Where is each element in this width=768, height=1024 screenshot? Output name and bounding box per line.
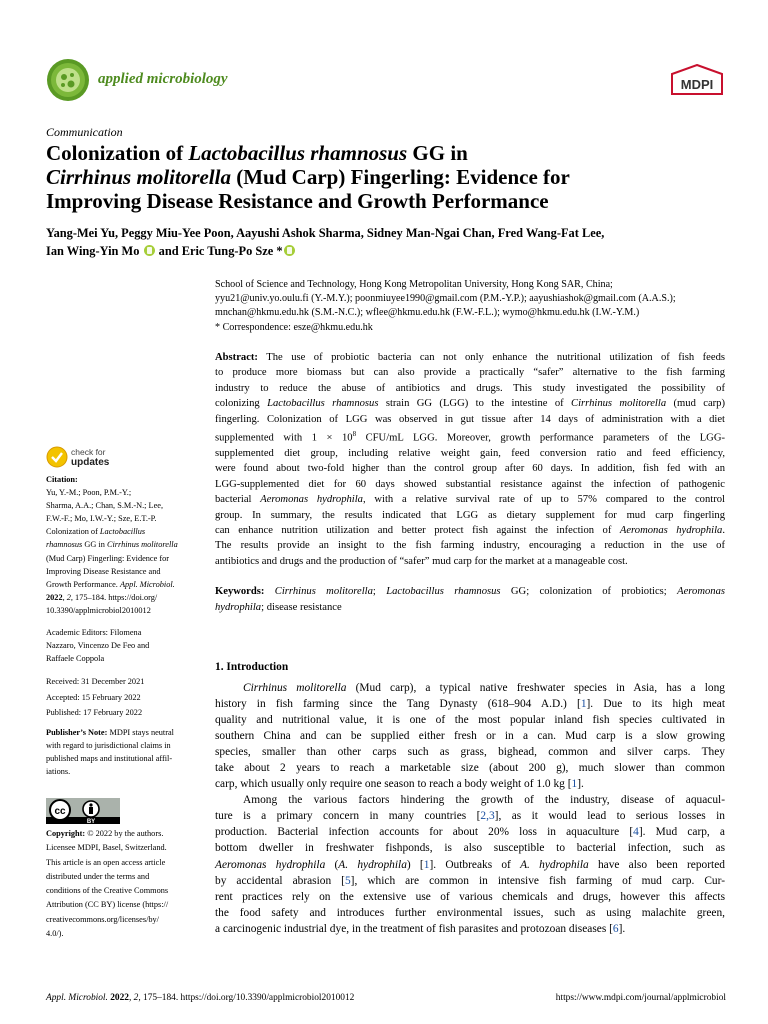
abstract-line: The results provide an insight to the fish farming industry, encouraging a reduction in the use of bbox=[215, 540, 725, 552]
abstract-line: group. In summary, the results indicated that LGG as dietary supplement for mud carp fingerling bbox=[215, 509, 725, 521]
abstract-line: LGG-supplemented diet for 60 days showed substantial resistance against the infection of pathogenic bbox=[215, 478, 725, 490]
citation-link[interactable]: 1 bbox=[571, 778, 578, 791]
mdpi-logo-text: MDPI bbox=[680, 77, 714, 92]
abstract-line: Abstract: The use of probiotic bacteria can not only enhance the nutritional utilization of fish feeds bbox=[215, 352, 725, 363]
citation-line: F.W.-F.; Mo, I.W.-Y.; Sze, E.T.-P. bbox=[46, 514, 157, 524]
citation-line: Improving Disease Resistance and bbox=[46, 566, 161, 576]
citation-link[interactable]: 1 bbox=[423, 858, 430, 871]
publisher-note-line: with regard to jurisdictional claims in bbox=[46, 741, 171, 751]
affiliation bbox=[215, 278, 725, 335]
journal-header bbox=[46, 58, 726, 104]
footer-citation: Appl. Microbiol. 2022, 2, 175–184. https://doi.org/10.3390/applmicrobiol2010012 bbox=[46, 993, 355, 1003]
check-for-updates-button[interactable] bbox=[46, 446, 156, 470]
title-line-3: Improving Disease Resistance and Growth Performance bbox=[46, 189, 549, 213]
page-title bbox=[46, 141, 726, 213]
publisher-note bbox=[46, 726, 198, 778]
citation-link[interactable]: 2,3 bbox=[480, 810, 495, 823]
cc-by-label: BY bbox=[86, 819, 96, 824]
copyright-line: Copyright: © 2022 by the authors. bbox=[46, 829, 164, 838]
body-line: species, smaller than other carps such as grass, bighead, common and silver carps. They bbox=[215, 746, 725, 759]
abstract-line: bacterial Aeromonas hydrophila, with a relative survival rate of up to 57% compared to the control bbox=[215, 494, 725, 506]
check-updates-icon bbox=[46, 446, 68, 468]
abstract-line: antibiotics and drugs and the production of “safer” mud carp for the market at a manageable cost. bbox=[215, 555, 628, 567]
citation-link[interactable]: 1 bbox=[580, 698, 587, 711]
abstract-line: supplemented with $1 \times 10^8$ CFU/mL LGG. Moreover, growth performance parameters of the LGG- bbox=[215, 430, 725, 444]
abstract-line: supplemented diet group, including relative weight gain, feed conversion ratio and feed efficiency, bbox=[215, 447, 725, 459]
correspondence: * Correspondence: esze@hkmu.edu.hk bbox=[215, 321, 373, 333]
affiliation-emails: mnchan@hkmu.edu.hk (S.M.-N.C.); wflee@hkmu.edu.hk (F.W.-F.L.); wymo@hkmu.edu.hk (I.W.-Y.M.) bbox=[215, 307, 640, 319]
article-dates bbox=[46, 674, 198, 721]
citation-line: (Mud Carp) Fingerling: Evidence for bbox=[46, 553, 170, 563]
author-list bbox=[46, 224, 726, 260]
check-updates-label: check for bbox=[71, 447, 106, 457]
title-line-1: Colonization of Lactobacillus rhamnosus GG in bbox=[46, 141, 468, 165]
abstract-line: can enhance nutrition utilization and better protect fish against the infection of Aeromonas hydrophila. bbox=[215, 525, 725, 536]
title-line-2: Cirrhinus molitorella (Mud Carp) Fingerling: Evidence for bbox=[46, 165, 570, 189]
footer-journal-link[interactable]: https://www.mdpi.com/journal/applmicrobiol bbox=[555, 993, 726, 1003]
copyright-line: conditions of the Creative Commons bbox=[46, 886, 169, 896]
mdpi-logo[interactable] bbox=[670, 64, 724, 98]
citation-link[interactable]: 6 bbox=[612, 922, 619, 935]
citation-line: Sharma, A.A.; Chan, S.M.-N.; Lee, bbox=[46, 501, 164, 511]
affiliation-line: School of Science and Technology, Hong Kong Metropolitan University, Hong Kong SAR, China; bbox=[215, 279, 613, 290]
copyright-line: This article is an open access article bbox=[46, 857, 166, 867]
publisher-note-line: Publisher’s Note: MDPI stays neutral bbox=[46, 728, 174, 737]
citation-line: Citation: Yu, Y.-M.; Poon, P.M.-Y.; bbox=[46, 475, 132, 498]
body-line: a carcinogenic industrial dye, in the treatment of fish parasites and protozoan diseases [6]. bbox=[215, 922, 626, 935]
received-date: Received: 31 December 2021 bbox=[46, 677, 145, 686]
editors-line: Nazzaro, Vincenzo De Feo and bbox=[46, 641, 150, 651]
body-line: quality and nutritional value, it is one of the most popular inland fish species cultivated in bbox=[215, 714, 725, 727]
body-line: ture is a primary concern in many countries [2,3], as it would lead to serious losses in bbox=[215, 810, 725, 823]
article-type: Communication bbox=[46, 125, 123, 139]
citation-line: Growth Performance. Appl. Microbiol. bbox=[46, 579, 175, 589]
abstract bbox=[215, 350, 725, 615]
citation-line: Colonization of Lactobacillus bbox=[46, 527, 146, 537]
publisher-note-line: iations. bbox=[46, 767, 71, 777]
copyright-line: distributed under the terms and bbox=[46, 871, 150, 881]
body-line: production. Bacterial infection accounts for about 20% loss in aquaculture [4]. Mud carp, a bbox=[215, 826, 725, 839]
abstract-line: were found about two-fold higher than the control group after 60 days. In addition, fish fed with an bbox=[215, 463, 725, 475]
citation-line: rhamnosus GG in Cirrhinus molitorella bbox=[46, 540, 178, 550]
body-line: southern China and can be supplied either fresh or in a can. Mud carp is a slow growing bbox=[215, 730, 725, 743]
body-line: bottom dweller in freshwater fishponds, is also susceptible to bacterial infection, such as bbox=[215, 842, 725, 855]
citation-link[interactable]: 4 bbox=[633, 826, 639, 839]
publisher-note-line: published maps and institutional affil- bbox=[46, 754, 173, 764]
body-line: the food safety and introduces further environmental issues, such as using malachite green, bbox=[215, 906, 725, 919]
accepted-date: Accepted: 15 February 2022 bbox=[46, 692, 141, 702]
journal-name: applied microbiology bbox=[98, 71, 228, 87]
orcid-icon[interactable] bbox=[144, 245, 155, 256]
abstract-line: to produce more biomass but can also provide a practically “safer” alternative to the fish farming bbox=[215, 367, 725, 379]
keywords: hydrophila; disease resistance bbox=[215, 601, 342, 613]
body-line: Among the various factors hindering the growth of the industry, disease of aquacul- bbox=[243, 794, 725, 807]
authors-line-1: Yang-Mei Yu, Peggy Miu-Yee Poon, Aayushi Ashok Sharma, Sidney Man-Ngai Chan, Fred Wang-Fat Lee, bbox=[46, 226, 605, 240]
editors-line: Academic Editors: Filomena bbox=[46, 628, 142, 637]
affiliation-emails: yyu21@univ.yo.oulu.fi (Y.-M.Y.); poonmiuyee1990@gmail.com (P.M.-Y.P.); aayushiashok@gmail.com (A.A.S.); bbox=[215, 293, 676, 305]
published-date: Published: 17 February 2022 bbox=[46, 708, 143, 718]
abstract-line: industry to reduce the abuse of antibiotics and drugs. This study investigated the possibility of bbox=[215, 382, 725, 394]
copyright-block bbox=[46, 827, 191, 941]
journal-logo-icon bbox=[46, 58, 90, 102]
authors-line-2: Ian Wing-Yin Mo and Eric Tung-Po Sze * bbox=[46, 242, 726, 260]
abstract-line: colonizing Lactobacillus rhamnosus strain GG (LGG) to the intestine of Cirrhinus molitorella (mud carp) bbox=[215, 398, 725, 410]
keywords: Keywords: Cirrhinus molitorella; Lactobacillus rhamnosus GG; colonization of probiotics; Aeromonas bbox=[215, 586, 725, 598]
section-heading-introduction: 1. Introduction bbox=[215, 661, 289, 673]
body-line: Aeromonas hydrophila (A. hydrophila) [1]. Outbreaks of A. hydrophila have also been reported bbox=[215, 858, 725, 871]
copyright-line: 4.0/). bbox=[46, 929, 64, 939]
body-line: take about 2 years to reach a marketable size (about 200 g), much slower than common bbox=[215, 762, 725, 775]
copyright-line: Licensee MDPI, Basel, Switzerland. bbox=[46, 843, 167, 853]
body-line: Cirrhinus molitorella (Mud carp), a typical native freshwater species in Asia, has a long bbox=[243, 682, 726, 694]
academic-editors bbox=[46, 626, 198, 665]
body-line: rent practices rely on the extensive use of various chemicals and drugs, however this affects bbox=[215, 890, 725, 903]
doi-link[interactable]: 10.3390/applmicrobiol2010012 bbox=[46, 605, 151, 615]
body-line: carp, which usually only require one season to reach a body weight of 1.0 kg [1]. bbox=[215, 778, 584, 791]
introduction-body bbox=[215, 680, 725, 937]
citation-link[interactable]: 5 bbox=[344, 874, 351, 887]
citation-line: 2022, 2, 175–184. https://doi.org/ bbox=[46, 592, 158, 602]
svg-text:cc: cc bbox=[54, 806, 66, 817]
abstract-line: fingerling. Colonization of LGG was observed in gut tissue after 14 days of administration with a diet bbox=[215, 413, 725, 425]
editors-line: Raffaele Coppola bbox=[46, 654, 105, 664]
orcid-icon[interactable] bbox=[284, 245, 295, 256]
copyright-line: Attribution (CC BY) license (https:// bbox=[46, 900, 169, 910]
check-updates-label: updates bbox=[71, 457, 110, 468]
body-line: by accidental abrasion [5], which are common in intensive fish farming of mud carp. Cur- bbox=[215, 874, 725, 887]
citation-block bbox=[46, 473, 198, 617]
cc-by-license-icon[interactable] bbox=[46, 798, 120, 824]
body-line: history in fish farming since the Tang Dynasty (618–904 A.D.) [1]. Due to its high meat bbox=[215, 698, 725, 711]
license-link[interactable]: creativecommons.org/licenses/by/ bbox=[46, 914, 159, 924]
